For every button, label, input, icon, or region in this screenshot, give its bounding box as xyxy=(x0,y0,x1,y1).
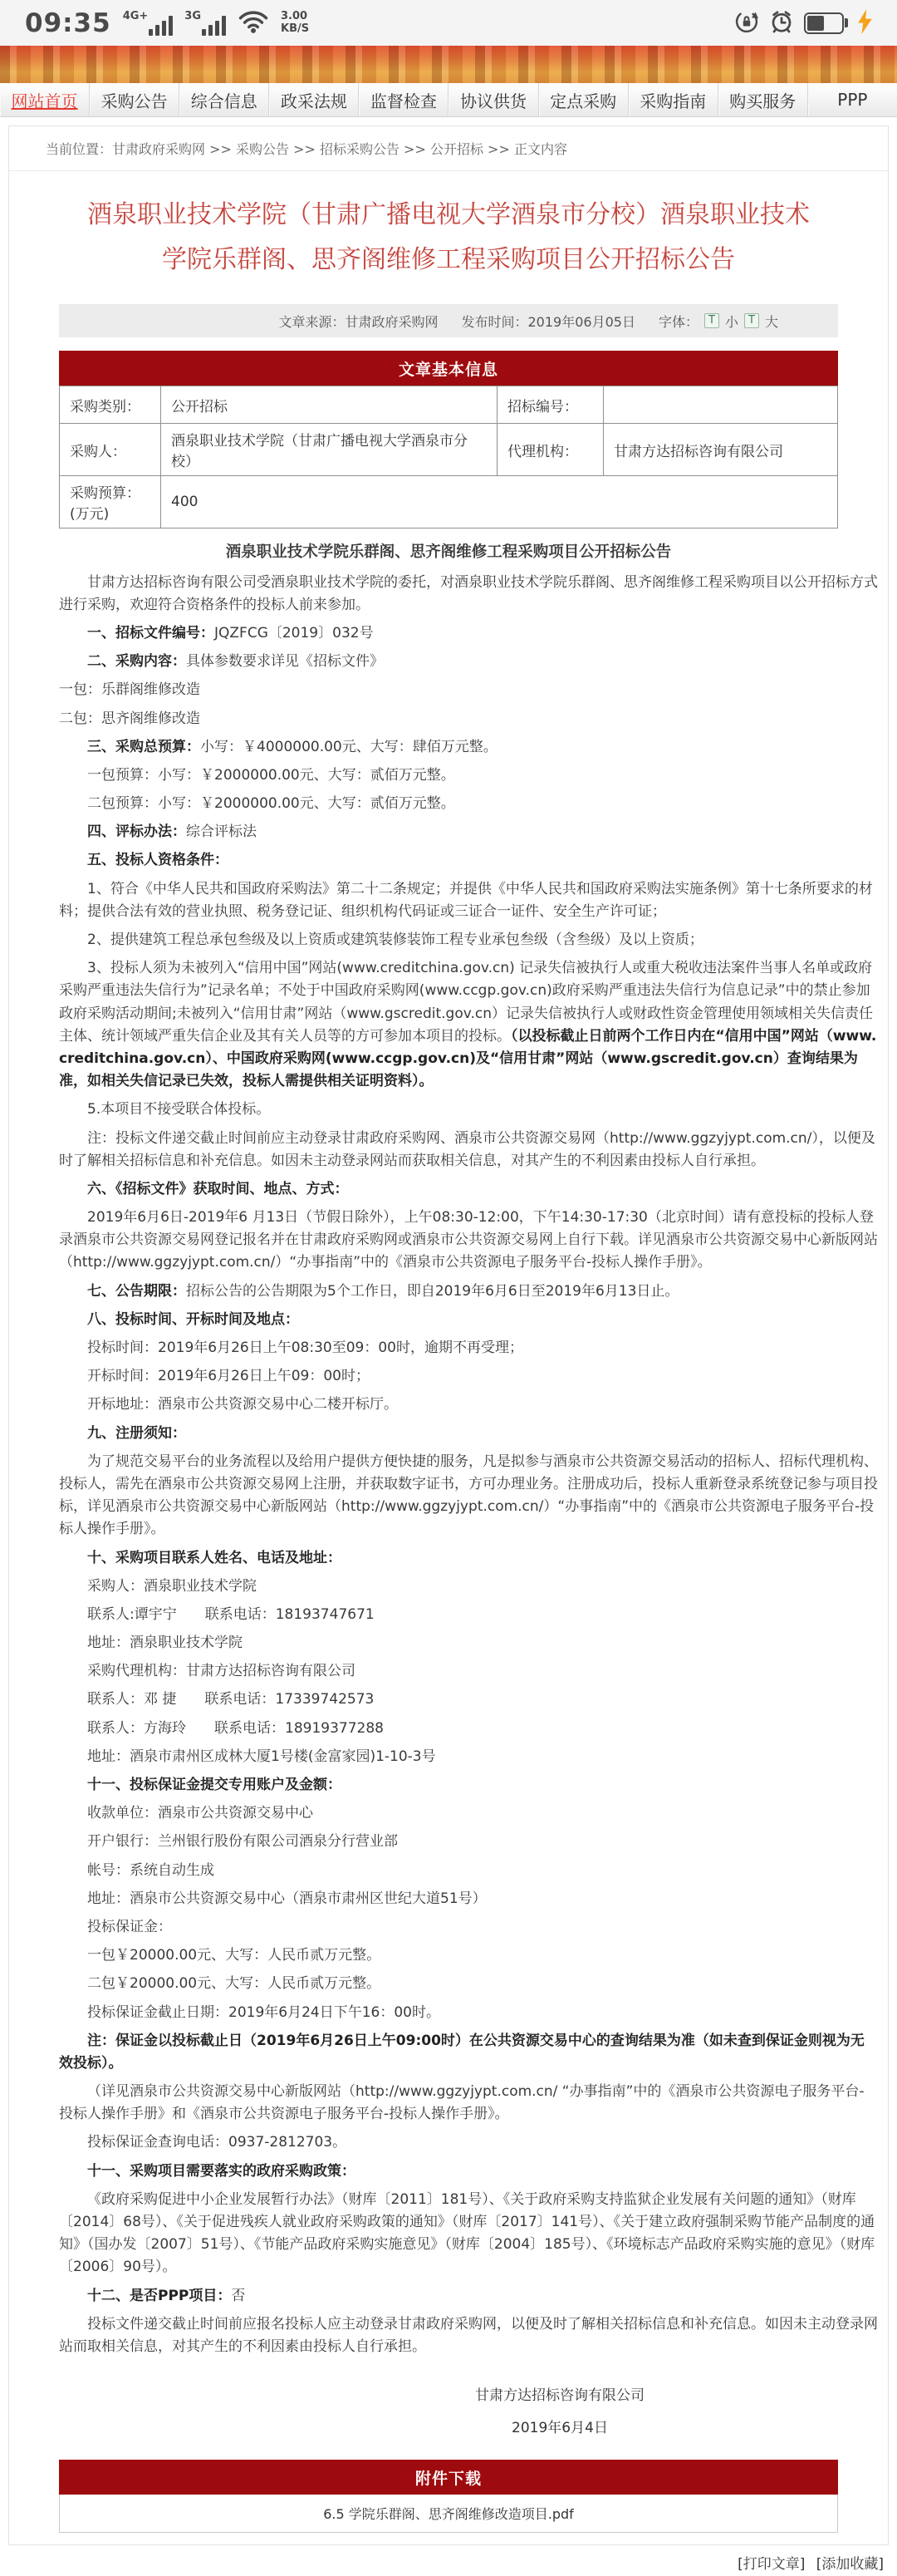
body-paragraph: 一包预算：小写：￥2000000.00元、大写：贰佰万元整。 xyxy=(87,766,455,784)
clock-time: 09:35 xyxy=(25,7,111,38)
cell-value: 400 xyxy=(161,476,838,528)
nav-item[interactable]: 监督检查 xyxy=(359,83,448,116)
body-paragraph: 采购代理机构：甘肃方达招标咨询有限公司 xyxy=(87,1663,355,1680)
font-large-icon[interactable]: T xyxy=(744,313,759,328)
article xyxy=(9,171,888,2544)
body-paragraph: 一包：乐群阁维修改造 xyxy=(59,681,200,699)
body-paragraph: 投标保证金截止日期：2019年6月24日下午16：00时。 xyxy=(87,2003,440,2021)
body-paragraph: 一包￥20000.00元、大写：人民币贰万元整。 xyxy=(87,1947,381,1964)
body-paragraph: 投标文件递交截止时间前应报名投标人应主动登录甘肃政府采购网，以便及时了解相关招标信息和补充信息。如因未主动登录网站而取相关信息，对其产生的不利因素由投标人自行承担。 xyxy=(59,2315,878,2355)
nav-item[interactable]: 综合信息 xyxy=(179,83,269,116)
body-paragraph: 十、采购项目联系人姓名、电话及地址： xyxy=(87,1549,341,1566)
body-paragraph: 1、符合《中华人民共和国政府采购法》第二十二条规定；并提供《中华人民共和国政府采购法实施条例》第十七条所要求的材料；提供合法有效的营业执照、税务登记证、组织机构代码证或三证合一证件、安全生产许可证； xyxy=(59,880,873,920)
charging-icon xyxy=(858,9,872,37)
table-row xyxy=(60,476,838,528)
body-paragraph: 十一、投标保证金提交专用账户及金额： xyxy=(87,1777,341,1794)
body-paragraph: 五、投标人资格条件： xyxy=(87,852,228,869)
attachment-section xyxy=(59,2460,838,2533)
body-paragraph: 收款单位：酒泉市公共资源交易中心 xyxy=(87,1805,313,1822)
table-row xyxy=(60,386,838,424)
body-paragraph: 5.本项目不接受联合体投标。 xyxy=(87,1101,271,1118)
nav-item[interactable]: 采购指南 xyxy=(629,83,718,116)
body-paragraph: 3、投标人须为未被列入“信用中国”网站(www.creditchina.gov.cn) 记录失信被执行人或重大税收违法案件当事人名单或政府采购严重违法失信行为”记录名单；不处于中国政府采购网(www.ccgp.gov.cn)政府采购严重违法失信行为信息记录”中的禁止参加政府采购活动期间;未被列入“信用甘肃”网站（www.gscredit.gov.cn）记录失信被执行人或财政性资金管理使用领域相关失信责任主体、统计领域严重失信企业及其有关人员等的方可参加本项目的投标。（以投标截止日前两个工作日内在“信用中国”网站（www.creditchina.gov.cn）、中国政府采购网(www.ccgp.gov.cn)及“信用甘肃”网站（www.gscredit.gov.cn）查询结果为准，如相关失信记录已失效，投标人需提供相关证明资料）。 xyxy=(59,960,877,1090)
body-paragraph: 帐号：系统自动生成 xyxy=(87,1861,214,1879)
cell-label: 采购预算：(万元) xyxy=(60,476,161,528)
page-title: 酒泉职业技术学院（甘肃广播电视大学酒泉市分校）酒泉职业技术学院乐群阁、思齐阁维修工程采购项目公开招标公告 xyxy=(87,200,810,274)
body-paragraph: 十一、采购项目需要落实的政府采购政策： xyxy=(87,2162,355,2180)
body-paragraph: 开标时间：2019年6月26日上午09：00时； xyxy=(87,1368,370,1385)
body-paragraph: 投标时间：2019年6月26日上午08:30至09：00时，逾期不再受理； xyxy=(87,1340,523,1357)
body-paragraph: 开户银行：兰州银行股份有限公司酒泉分行营业部 xyxy=(87,1833,398,1851)
signature-company: 甘肃方达招标咨询有限公司 xyxy=(475,2387,645,2405)
info-header-bar: 文章基本信息 xyxy=(59,351,838,386)
network-speed: 3.00 KB/S xyxy=(281,10,310,35)
announcement-title: 酒泉职业技术学院乐群阁、思齐阁维修工程采购项目公开招标公告 xyxy=(225,543,672,561)
nav-item[interactable]: 政采法规 xyxy=(269,83,359,116)
body-paragraph: 七、公告期限：招标公告的公告期限为5个工作日，即自2019年6月6日至2019年6月13日止。 xyxy=(87,1282,679,1300)
body-paragraph: 地址：酒泉市肃州区成林大厦1号楼(金富家园)1-10-3号 xyxy=(87,1748,436,1765)
body-paragraph: 二包￥20000.00元、大写：人民币贰万元整。 xyxy=(87,1975,381,1993)
signal-3g-icon: 3G xyxy=(184,11,226,36)
table-row xyxy=(60,424,838,476)
body-paragraph: 九、注册须知： xyxy=(87,1424,186,1442)
body-paragraph: 2019年6月6日-2019年6 月13日（节假日除外），上午08:30-12:00，下午14:30-17:30（北京时间）请有意投标的投标人登录酒泉市公共资源交易网登记报名并在甘肃政府采购网或酒泉市公共资源交易网上自行下载。详见酒泉市公共资源交易中心新版网站（http://www.ggzyjypt.com.cn/）“办事指南”中的《酒泉市公共资源电子服务平台-投标人操作手册》。 xyxy=(59,1209,878,1271)
body-paragraph: 四、评标办法：综合评标法 xyxy=(87,823,257,841)
body-paragraph: 2、提供建筑工程总承包叁级及以上资质或建筑装修装饰工程专业承包叁级（含叁级）及以上资质； xyxy=(87,932,703,949)
cell-value: 甘肃方达招标咨询有限公司 xyxy=(604,424,838,476)
cell-value: 酒泉职业技术学院（甘肃广播电视大学酒泉市分校） xyxy=(161,424,498,476)
info-table xyxy=(59,386,838,528)
article-meta-bar xyxy=(59,304,838,337)
favorite-button[interactable]: [添加收藏] xyxy=(816,2556,884,2574)
body-paragraph: 为了规范交易平台的业务流程以及给用户提供方便快捷的服务，凡是拟参与酒泉市公共资源交易活动的招标人、招标代理机构、投标人，需先在酒泉市公共资源交易网上注册，并获取数字证书，方可办理业务。注册成功后，投标人重新登录系统登记参与项目投标，详见酒泉市公共资源交易中心新版网站（http://www.ggzyjypt.com.cn/）“办事指南”中的《酒泉市公共资源电子服务平台-投标人操作手册》。 xyxy=(59,1453,878,1538)
alarm-icon xyxy=(769,9,794,37)
body-paragraph: 六、《招标文件》获取时间、地点、方式： xyxy=(87,1180,349,1197)
body-paragraph: （详见酒泉市公共资源交易中心新版网站（http://www.ggzyjypt.com.cn/ “办事指南”中的《酒泉市公共资源电子服务平台-投标人操作手册》和《酒泉市公共资源电子服务平台-投标人操作手册》。 xyxy=(59,2083,865,2123)
print-button[interactable]: [打印文章] xyxy=(738,2556,806,2574)
body-paragraph: 二包：思齐阁维修改造 xyxy=(59,710,200,727)
body-paragraph: 地址：酒泉职业技术学院 xyxy=(87,1635,243,1652)
font-small-label[interactable]: 小 xyxy=(724,313,738,330)
rotation-lock-icon xyxy=(734,9,759,37)
nav-item[interactable]: 购买服务 xyxy=(718,83,808,116)
page-container xyxy=(8,125,889,2545)
body-paragraph: 地址：酒泉市公共资源交易中心（酒泉市肃州区世纪大道51号） xyxy=(87,1890,487,1907)
status-bar xyxy=(0,0,897,46)
body-paragraph: 投标保证金查询电话：0937-2812703。 xyxy=(87,2134,347,2151)
article-source: 文章来源：甘肃政府采购网 xyxy=(278,313,439,330)
signature-block xyxy=(59,2380,798,2445)
font-small-icon[interactable]: T xyxy=(704,313,719,328)
body-paragraph: 一、招标文件编号：JQZFCG〔2019〕032号 xyxy=(87,624,374,642)
breadcrumb[interactable]: 当前位置：甘肃政府采购网 >> 采购公告 >> 招标采购公告 >> 公开招标 >> 正文内容 xyxy=(9,126,888,171)
site-banner-image xyxy=(0,46,897,83)
attachment-link[interactable]: 6.5 学院乐群阁、思齐阁维修改造项目.pdf xyxy=(323,2506,574,2523)
body-paragraph: 《政府采购促进中小企业发展暂行办法》（财库〔2011〕181号）、《关于政府采购支持监狱企业发展有关问题的通知》（财库〔2014〕68号）、《关于促进残疾人就业政府采购政策的通知》（财库〔2017〕141号）、《关于建立政府强制采购节能产品制度的通知》（国办发〔2007〕51号）、《节能产品政府采购实施意见》（财库〔2004〕185号）、《环境标志产品政府采购实施的意见》（财库〔2006〕90号）。 xyxy=(59,2190,875,2276)
body-paragraph: 十二、是否PPP项目：否 xyxy=(87,2287,246,2304)
body-paragraph: 二包预算：小写：￥2000000.00元、大写：贰佰万元整。 xyxy=(87,795,455,813)
nav-item[interactable]: 网站首页 xyxy=(0,83,90,116)
footer-actions xyxy=(0,2545,897,2576)
body-paragraph: 注：投标文件递交截止时间前应主动登录甘肃政府采购网、酒泉市公共资源交易网（http://www.ggzyjypt.com.cn/），以便及时了解相关招标信息和补充信息。如因未主动登录网站而获取相关信息，对其产生的不利因素由投标人自行承担。 xyxy=(59,1129,875,1169)
cell-label: 招标编号： xyxy=(498,386,604,424)
wifi-icon xyxy=(238,9,269,37)
body-paragraph: 三、采购总预算：小写：￥4000000.00元、大写：肆佰万元整。 xyxy=(87,738,498,755)
body-paragraph: 联系人：方海玲 联系电话：18919377288 xyxy=(87,1719,384,1737)
body-paragraph: 甘肃方达招标咨询有限公司受酒泉职业技术学院的委托，对酒泉职业技术学院乐群阁、思齐阁维修工程采购项目以公开招标方式进行采购，欢迎符合资格条件的投标人前来参加。 xyxy=(59,573,878,613)
font-large-label[interactable]: 大 xyxy=(764,313,778,330)
nav-item[interactable]: 采购公告 xyxy=(90,83,179,116)
font-size-label: 字体： xyxy=(658,313,698,330)
nav-item[interactable]: PPP xyxy=(808,83,897,116)
main-nav xyxy=(0,83,897,117)
body-paragraph: 开标地址：酒泉市公共资源交易中心二楼开标厅。 xyxy=(87,1396,398,1413)
body-paragraph: 投标保证金： xyxy=(87,1918,172,1935)
body-paragraph: 联系人:谭宇宁 联系电话：18193747671 xyxy=(87,1605,375,1623)
attachment-header-bar: 附件下载 xyxy=(59,2460,838,2495)
cell-label: 采购人： xyxy=(60,424,161,476)
cell-value xyxy=(604,386,838,424)
cell-label: 代理机构： xyxy=(498,424,604,476)
cell-label: 采购类别： xyxy=(60,386,161,424)
nav-item[interactable]: 定点采购 xyxy=(539,83,629,116)
signature-date: 2019年6月4日 xyxy=(512,2420,608,2437)
body-paragraph: 注：保证金以投标截止日（2019年6月26日上午09:00时）在公共资源交易中心的查询结果为准（如未查到保证金则视为无效投标）。 xyxy=(59,2032,865,2072)
body-paragraph: 采购人：酒泉职业技术学院 xyxy=(87,1577,257,1595)
cell-value: 公开招标 xyxy=(161,386,498,424)
nav-item[interactable]: 协议供货 xyxy=(448,83,538,116)
battery-icon xyxy=(804,12,848,34)
body-paragraph: 八、投标时间、开标时间及地点： xyxy=(87,1310,299,1328)
body-paragraph: 联系人：邓 捷 联系电话：17339742573 xyxy=(87,1691,375,1708)
article-body xyxy=(59,540,878,2358)
publish-date: 发布时间：2019年06月05日 xyxy=(461,313,635,330)
body-paragraph: 二、采购内容：具体参数要求详见《招标文件》 xyxy=(87,653,384,671)
signal-4g-icon: 4G+ xyxy=(123,11,174,36)
